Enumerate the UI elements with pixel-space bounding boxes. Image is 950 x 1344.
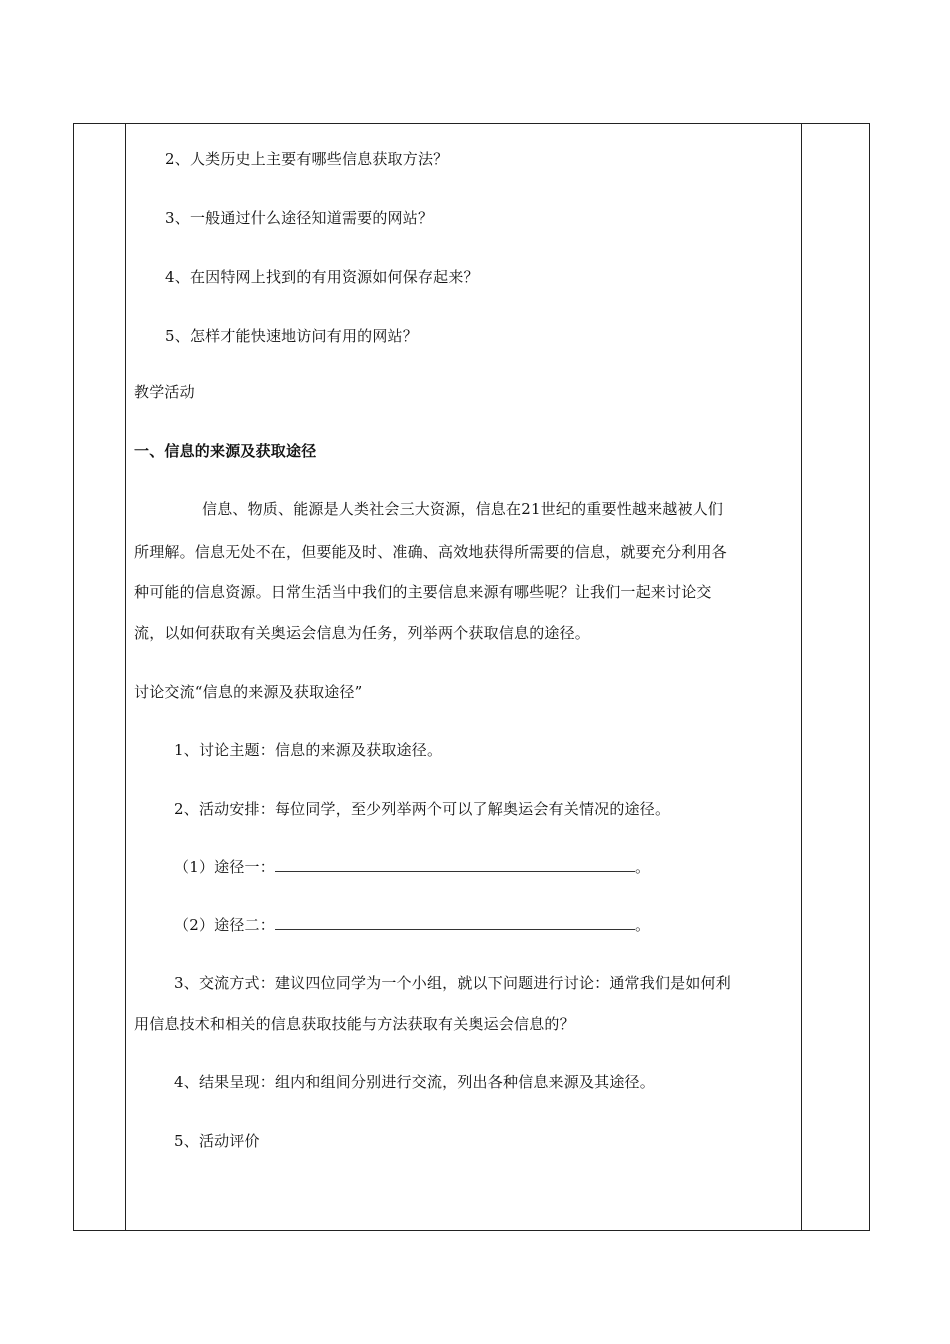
question-2: 2、人类历史上主要有哪些信息获取方法？ xyxy=(165,150,449,168)
route-2-blank[interactable] xyxy=(275,915,635,930)
activity-heading: 教学活动 xyxy=(134,383,195,401)
item-arrangement: 2、活动安排：每位同学，至少列举两个可以了解奥运会有关情况的途径。 xyxy=(174,800,671,818)
question-4: 4、在因特网上找到的有用资源如何保存起来？ xyxy=(165,268,479,286)
paragraph-line-4: 流，以如何获取有关奥运会信息为任务，列举两个获取信息的途径。 xyxy=(134,624,591,642)
question-3: 3、一般通过什么途径知道需要的网站？ xyxy=(165,209,434,227)
route-2-row xyxy=(174,915,650,935)
item-method-line-2: 用信息技术和相关的信息获取技能与方法获取有关奥运会信息的？ xyxy=(134,1015,575,1033)
paragraph-line-2: 所理解。信息无处不在，但要能及时、准确、高效地获得所需要的信息，就要充分利用各 xyxy=(134,543,727,561)
route-1-blank[interactable] xyxy=(275,857,635,872)
route-2-label: （2）途径二： xyxy=(174,916,275,934)
route-2-end: 。 xyxy=(634,916,651,934)
section-title: 一、信息的来源及获取途径 xyxy=(134,442,317,460)
item-result: 4、结果呈现：组内和组间分别进行交流，列出各种信息来源及其途径。 xyxy=(174,1073,655,1091)
paragraph-line-1: 信息、物质、能源是人类社会三大资源，信息在21世纪的重要性越来越被人们 xyxy=(202,500,724,518)
paragraph-line-3: 种可能的信息资源。日常生活当中我们的主要信息来源有哪些呢？让我们一起来讨论交 xyxy=(134,583,712,601)
item-evaluation: 5、活动评价 xyxy=(174,1132,260,1150)
route-1-end: 。 xyxy=(634,858,651,876)
question-5: 5、怎样才能快速地访问有用的网站？ xyxy=(165,327,418,345)
item-method-line-1: 3、交流方式：建议四位同学为一个小组，就以下问题进行讨论：通常我们是如何利 xyxy=(174,974,731,992)
route-1-label: （1）途径一： xyxy=(174,858,275,876)
route-1-row xyxy=(174,857,650,877)
discussion-title: 讨论交流“信息的来源及获取途径” xyxy=(134,683,363,701)
item-topic: 1、讨论主题：信息的来源及获取途径。 xyxy=(174,741,443,759)
